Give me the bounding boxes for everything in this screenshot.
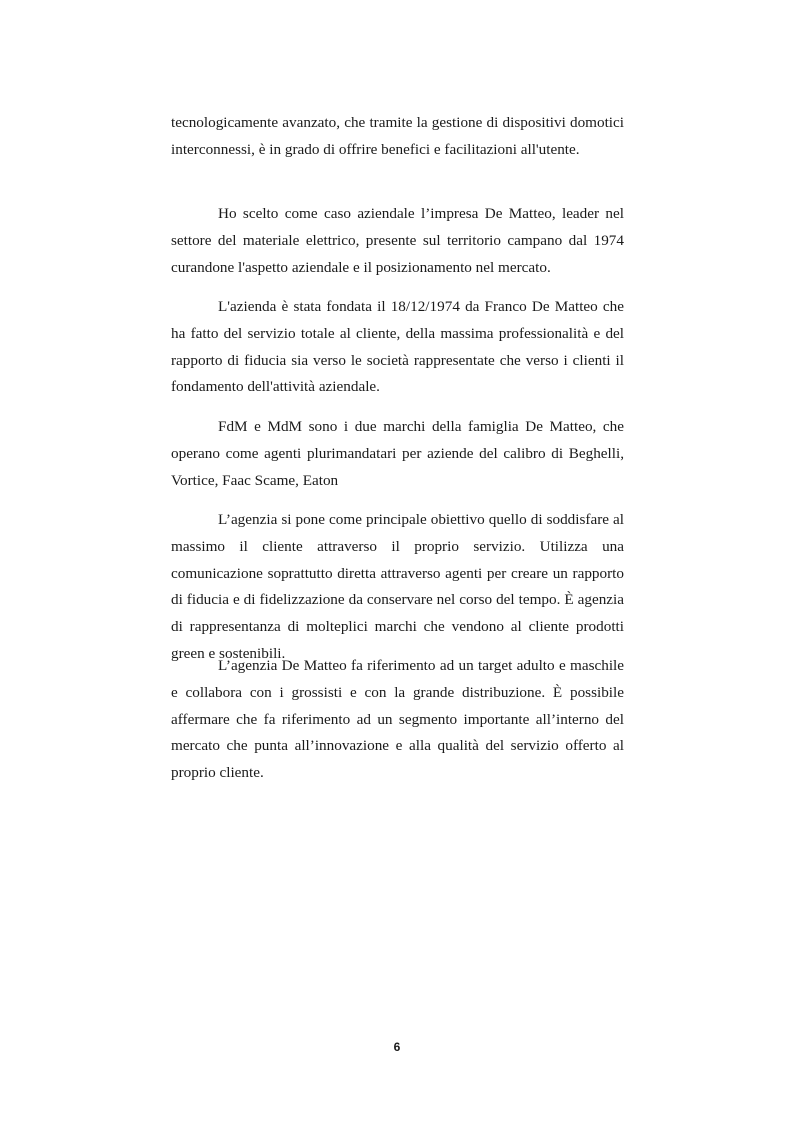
paragraph-text: L’agenzia si pone come principale obiettivo quello di soddisfare al massimo il cliente attraverso il proprio servizio. Utilizza una comunicazione soprattutto diretta attraverso agenti per creare un rapporto di fiducia e di fidelizzazione da conservare nel corso del tempo. È agenzia di rappresentanza di molteplici marchi che vendono al cliente prodotti green e sostenibili.: [171, 511, 624, 662]
paragraph-text: Ho scelto come caso aziendale l’impresa De Matteo, leader nel settore del materiale elettrico, presente sul territorio campano dal 1974 curandone l'aspetto aziendale e il posizionamento nel mercato.: [171, 205, 624, 276]
paragraph-text: tecnologicamente avanzato, che tramite la gestione di dispositivi domotici interconnessi, è in grado di offrire benefici e facilitazioni all'utente.: [171, 114, 624, 158]
paragraph-case-study: [171, 201, 624, 281]
paragraph-text: L’agenzia De Matteo fa riferimento ad un target adulto e maschile e collabora con i grossisti e con la grande distribuzione. È possibile affermare che fa riferimento ad un segmento importante all’interno del mercato che punta all’innovazione e alla qualità del servizio offerto al proprio cliente.: [171, 657, 624, 782]
paragraph-text: FdM e MdM sono i due marchi della famiglia De Matteo, che operano come agenti plurimandatari per aziende del calibro di Beghelli, Vortice, Faac Scame, Eaton: [171, 418, 624, 489]
paragraph-objectives: [171, 507, 624, 668]
paragraph-target: [171, 653, 624, 787]
paragraph-founding: [171, 294, 624, 401]
paragraph-brands: [171, 414, 624, 494]
paragraph-text: L'azienda è stata fondata il 18/12/1974 da Franco De Matteo che ha fatto del servizio totale al cliente, della massima professionalità e del rapporto di fiducia sia verso le società rappresentate che verso i clienti il fondamento dell'attività aziendale.: [171, 298, 624, 396]
paragraph-continued: [171, 110, 624, 164]
page-number: 6: [393, 1040, 401, 1054]
